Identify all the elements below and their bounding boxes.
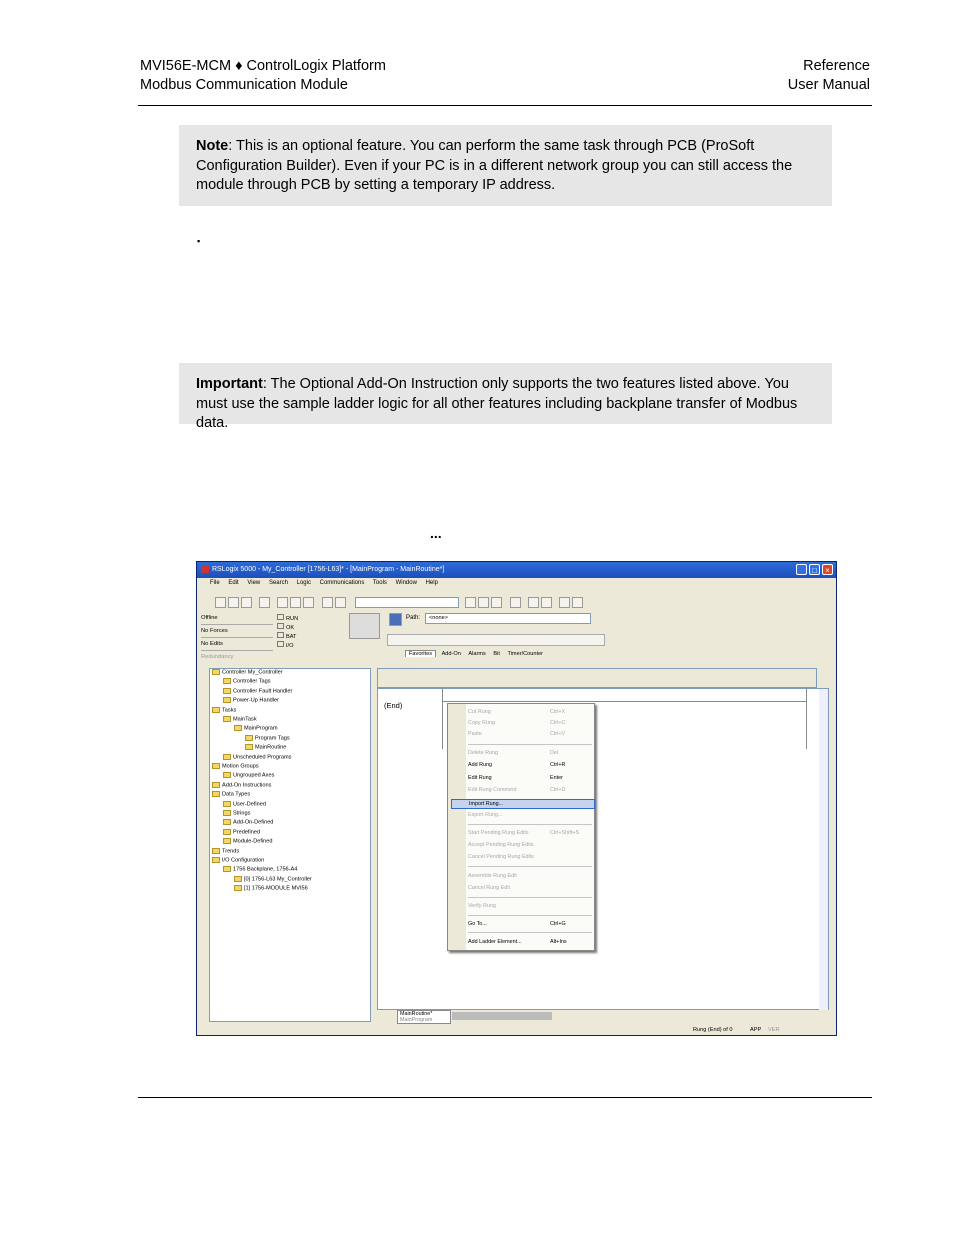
menu-tools[interactable]: Tools <box>372 580 387 586</box>
tree-item-label: Controller My_Controller <box>222 669 283 676</box>
path-label: Path: <box>406 615 421 621</box>
paste-icon[interactable] <box>303 597 314 608</box>
context-menu-item[interactable] <box>468 749 592 757</box>
tab-add-on[interactable]: Add-On <box>441 651 461 657</box>
app-icon <box>201 565 209 573</box>
status-edits[interactable]: No Edits <box>201 638 273 651</box>
context-menu-item[interactable] <box>468 902 592 910</box>
context-menu-item-label: Copy Rung <box>468 720 495 726</box>
note-label: Note <box>196 138 229 154</box>
tree-item-label: 1756 Backplane, 1756-A4 <box>233 866 298 873</box>
tab-favorites[interactable]: Favorites <box>405 650 436 657</box>
tree-item[interactable] <box>223 772 274 779</box>
folder-icon <box>245 744 253 750</box>
context-menu-item-label: Edit Rung Comment <box>468 787 517 793</box>
tree-item-label: MainProgram <box>244 725 278 732</box>
folder-icon <box>223 829 231 835</box>
tree-item-label: User-Defined <box>233 801 266 808</box>
status-rung: Rung (End) of 0 <box>693 1027 733 1033</box>
header-doc-type: User Manual <box>787 77 870 93</box>
note-box <box>179 125 832 206</box>
led-ok: OK <box>286 625 295 631</box>
context-menu-item[interactable] <box>468 708 592 716</box>
context-menu-item-label: Delete Rung <box>468 750 498 756</box>
tree-item[interactable] <box>223 801 266 808</box>
folder-icon <box>223 697 231 703</box>
tree-item[interactable] <box>212 791 250 798</box>
status-forces[interactable]: No Forces <box>201 625 273 638</box>
tree-item[interactable] <box>212 763 259 770</box>
left-rail <box>442 689 443 749</box>
context-menu-item[interactable] <box>468 761 592 769</box>
tree-item-label: MainTask <box>233 716 257 723</box>
tab-main-routine-label: MainRoutine* <box>400 1011 433 1017</box>
print-icon[interactable] <box>259 597 270 608</box>
tree-item[interactable] <box>245 744 286 751</box>
online-icon[interactable] <box>491 597 502 608</box>
end-rung-line <box>442 701 806 702</box>
tree-item[interactable] <box>212 857 264 864</box>
header-rule <box>138 105 872 106</box>
crossref-icon[interactable] <box>541 597 552 608</box>
context-menu-item[interactable] <box>451 799 595 809</box>
verify-icon[interactable] <box>465 597 476 608</box>
tree-item[interactable] <box>223 819 273 826</box>
context-menu-item-shortcut: Ctrl+V <box>550 731 566 737</box>
context-menu-item-label: Cut Rung <box>468 709 491 715</box>
folder-icon <box>223 838 231 844</box>
path-combo[interactable] <box>425 613 591 624</box>
tree-item[interactable] <box>212 782 271 789</box>
menu-logic[interactable]: Logic <box>296 580 311 586</box>
zoom-in-icon[interactable] <box>559 597 570 608</box>
folder-icon <box>223 866 231 872</box>
tree-item-label: Motion Groups <box>222 763 259 770</box>
context-menu-item-label: Verify Rung <box>468 903 496 909</box>
header-right <box>788 57 870 95</box>
context-menu-item-label: Start Pending Rung Edits <box>468 830 529 836</box>
ladder-toolbar <box>377 668 817 688</box>
context-menu-item-shortcut: Ctrl+X <box>550 709 566 715</box>
folder-icon <box>212 782 220 788</box>
led-panel <box>277 614 298 650</box>
important-label: Important <box>196 376 263 392</box>
folder-icon <box>223 772 231 778</box>
tree-item[interactable] <box>223 866 297 873</box>
status-bar <box>197 1025 836 1035</box>
tree-item-label: Strings <box>233 810 251 817</box>
tab-alarms[interactable]: Alarms <box>468 651 486 657</box>
verify-all-icon[interactable] <box>478 597 489 608</box>
menu-file[interactable]: File <box>210 580 220 586</box>
tree-item[interactable] <box>223 810 250 817</box>
status-offline[interactable]: Offline <box>201 612 273 625</box>
undo-icon[interactable] <box>322 597 333 608</box>
context-menu-item-label: Paste <box>468 731 482 737</box>
menu-bar <box>197 578 836 589</box>
context-menu-item-shortcut: Ctrl+C <box>550 720 566 726</box>
header-subtitle: Modbus Communication Module <box>140 77 348 93</box>
context-menu-item[interactable] <box>468 730 592 738</box>
open-file-icon[interactable] <box>228 597 239 608</box>
folder-icon <box>234 885 242 891</box>
context-menu-item-label: Export Rung... <box>468 812 503 818</box>
context-menu-item[interactable] <box>468 938 592 946</box>
folder-icon <box>212 791 220 797</box>
context-menu-item-label: Edit Rung <box>468 775 492 781</box>
context-menu-separator <box>468 897 592 898</box>
context-menu-separator <box>468 744 592 745</box>
horizontal-scrollbar[interactable] <box>452 1012 552 1020</box>
important-text: : The Optional Add-On Instruction only supports the two features listed above. You must use the sample ladder logic for all other features including backplane transfer of Modbus data. <box>196 376 798 431</box>
header-left <box>140 57 386 95</box>
tree-item-label: MainRoutine <box>255 744 287 751</box>
folder-icon <box>223 688 231 694</box>
tree-item[interactable] <box>212 707 236 714</box>
help-icon[interactable] <box>528 597 539 608</box>
context-menu-separator <box>468 915 592 916</box>
tree-item[interactable] <box>212 848 239 855</box>
title-bar <box>197 562 836 578</box>
instruction-toolbar[interactable] <box>387 634 605 646</box>
tree-item-label: Unscheduled Programs <box>233 754 292 761</box>
context-menu-item[interactable] <box>468 811 592 819</box>
rung-context-menu <box>447 703 595 951</box>
context-menu-item-shortcut: Ctrl+Shift+S <box>550 830 580 836</box>
tree-item-label: Add-On Instructions <box>222 782 272 789</box>
context-menu-item-shortcut: Ctrl+D <box>550 787 566 793</box>
context-menu-item[interactable] <box>468 872 592 880</box>
minimize-icon[interactable]: _ <box>796 564 807 575</box>
footer-rule <box>138 1097 872 1098</box>
status-app: APP <box>750 1027 762 1033</box>
tree-item[interactable] <box>223 716 257 723</box>
led-run: RUN <box>286 616 299 622</box>
context-menu-separator <box>468 824 592 825</box>
context-menu-item[interactable] <box>468 774 592 782</box>
tree-item-label: I/O Configuration <box>222 857 265 864</box>
header-product: MVI56E-MCM ♦ ControlLogix Platform <box>140 58 386 74</box>
tree-item-label: [0] 1756-L63 My_Controller <box>244 876 312 883</box>
tree-item-label: Module-Defined <box>233 838 273 845</box>
folder-icon <box>223 810 231 816</box>
ladder-bottom-bar <box>377 1010 829 1024</box>
tree-item[interactable] <box>245 735 290 742</box>
path-value: <none> <box>429 615 448 621</box>
context-menu-item-shortcut: Del <box>550 750 559 756</box>
bullet-marker: ▪ <box>197 236 201 246</box>
menu-communications[interactable]: Communications <box>319 580 365 586</box>
controller-status-panel <box>201 612 273 660</box>
tree-item-label: Trends <box>222 848 240 855</box>
ellipsis-text: ... <box>430 525 442 541</box>
context-menu-separator <box>468 932 592 933</box>
tree-item-label: Predefined <box>233 829 261 836</box>
folder-icon <box>212 848 220 854</box>
context-menu-item-shortcut: Enter <box>550 775 563 781</box>
header-section: Reference <box>803 58 870 74</box>
status-redundancy: Redundancy <box>201 654 234 660</box>
folder-icon <box>223 819 231 825</box>
folder-icon <box>234 876 242 882</box>
cut-icon[interactable] <box>277 597 288 608</box>
folder-icon <box>212 857 220 863</box>
tree-item[interactable] <box>223 678 271 685</box>
status-ver: VER <box>768 1027 780 1033</box>
tree-item-label: Program Tags <box>255 735 290 742</box>
led-io: I/O <box>286 643 294 649</box>
context-menu-item-label: Go To... <box>468 921 487 927</box>
new-file-icon[interactable] <box>215 597 226 608</box>
context-menu-separator <box>468 866 592 867</box>
folder-icon <box>212 763 220 769</box>
tree-item-label: Data Types <box>222 791 251 798</box>
tree-item[interactable] <box>223 697 279 704</box>
tree-item-label: Power-Up Handler <box>233 697 280 704</box>
copy-icon[interactable] <box>290 597 301 608</box>
tree-item[interactable] <box>223 688 292 695</box>
context-menu-item-label: Cancel Rung Edit <box>468 885 510 891</box>
folder-icon <box>234 725 242 731</box>
tree-item-label: Add-On-Defined <box>233 819 274 826</box>
tree-item-label: Controller Tags <box>233 678 271 685</box>
window-title: RSLogix 5000 - My_Controller [1756-L63]* - [MainProgram - MainRoutine*] <box>212 566 445 573</box>
important-box <box>179 363 832 431</box>
keyswitch-icon <box>349 613 380 639</box>
menu-window[interactable]: Window <box>395 580 417 586</box>
ladder-editor[interactable] <box>377 688 829 1010</box>
tree-item-label: Ungrouped Axes <box>233 772 275 779</box>
context-menu-item-shortcut: Alt+Ins <box>550 939 567 945</box>
context-menu-item-label: Accept Pending Rung Edits <box>468 842 534 848</box>
tree-item-label: [1] 1756-MODULE MVI56 <box>244 885 308 892</box>
context-menu-gutter <box>448 704 466 950</box>
tree-item[interactable] <box>223 829 260 836</box>
folder-icon <box>223 801 231 807</box>
save-icon[interactable] <box>241 597 252 608</box>
tree-item-label: Tasks <box>222 707 237 714</box>
context-menu-item[interactable] <box>468 920 592 928</box>
right-rail <box>806 689 807 749</box>
context-menu-item-shortcut: Ctrl+R <box>550 762 566 768</box>
tree-item[interactable] <box>234 876 312 883</box>
folder-icon <box>223 678 231 684</box>
properties-icon[interactable] <box>510 597 521 608</box>
tree-item-label: Controller Fault Handler <box>233 688 293 695</box>
context-menu-item[interactable] <box>468 786 592 794</box>
tree-item[interactable] <box>223 838 273 845</box>
context-menu-item-shortcut: Ctrl+G <box>550 921 566 927</box>
vertical-scrollbar[interactable] <box>819 689 828 1011</box>
context-menu-item-label: Cancel Pending Rung Edits <box>468 854 534 860</box>
network-icon[interactable] <box>389 613 402 626</box>
tab-main-program-label: MainProgram <box>400 1017 433 1023</box>
context-menu-item-label: Import Rung... <box>469 801 504 807</box>
ladder-end-label: (End) <box>384 701 403 710</box>
tree-item[interactable] <box>223 754 291 761</box>
note-text: : This is an optional feature. You can perform the same task through PCB (ProSoft Configuration Builder). Even if your PC is in a different network group you can still access the module through PCB by setting a temporary IP address. <box>196 138 793 193</box>
context-menu-item[interactable] <box>468 829 592 837</box>
tab-bit[interactable]: Bit <box>493 651 500 657</box>
folder-icon <box>245 735 253 741</box>
menu-help[interactable]: Help <box>425 580 438 586</box>
menu-view[interactable]: View <box>247 580 261 586</box>
folder-icon <box>212 707 220 713</box>
menu-search[interactable]: Search <box>268 580 288 586</box>
context-menu-item-label: Assemble Rung Edit <box>468 873 517 879</box>
context-menu-item[interactable] <box>468 719 592 727</box>
tab-timer-counter[interactable]: Timer/Counter <box>507 651 544 657</box>
tree-item[interactable] <box>212 669 283 676</box>
search-combo[interactable] <box>355 597 459 608</box>
close-icon[interactable]: × <box>822 564 833 575</box>
folder-icon <box>223 754 231 760</box>
context-menu-item[interactable] <box>468 841 592 849</box>
tree-item[interactable] <box>234 725 278 732</box>
maximize-icon[interactable]: □ <box>809 564 820 575</box>
led-bat: BAT <box>286 634 297 640</box>
zoom-out-icon[interactable] <box>572 597 583 608</box>
tree-item[interactable] <box>234 885 308 892</box>
tab-main-routine[interactable] <box>397 1010 451 1024</box>
redo-icon[interactable] <box>335 597 346 608</box>
context-menu-item[interactable] <box>468 884 592 892</box>
menu-edit[interactable]: Edit <box>228 580 239 586</box>
context-menu-item-label: Add Rung <box>468 762 492 768</box>
context-menu-item-label: Add Ladder Element... <box>468 939 522 945</box>
instruction-tabs <box>387 649 605 660</box>
context-menu-item[interactable] <box>468 853 592 861</box>
folder-icon <box>223 716 231 722</box>
folder-icon <box>212 669 220 675</box>
